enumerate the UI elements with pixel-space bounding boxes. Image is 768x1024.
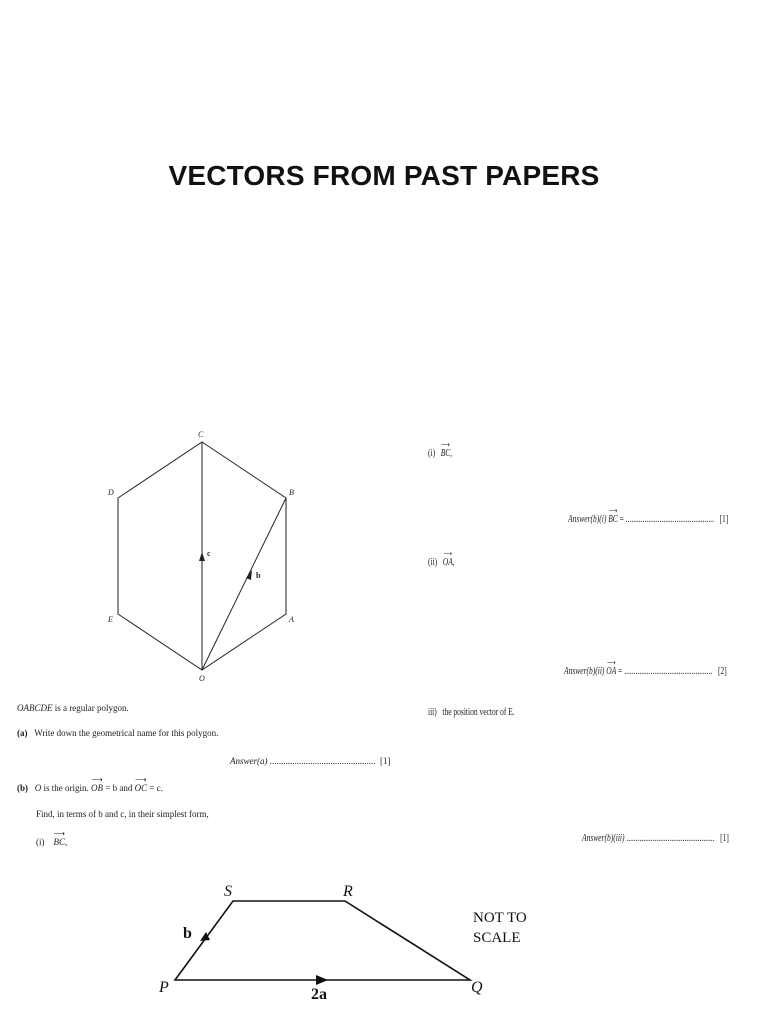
answer-bi-vector: ⟶ BC bbox=[608, 514, 618, 525]
answer-bii-line bbox=[564, 666, 727, 677]
right-i-vector: ⟶ BC bbox=[441, 448, 451, 459]
vertex-label-b: B bbox=[289, 488, 294, 497]
right-iii-text: the position vector of E. bbox=[442, 707, 515, 718]
answer-a-dots: ............................................... bbox=[269, 756, 376, 766]
answer-biii-marks: [1] bbox=[720, 833, 729, 844]
part-a-text: Write down the geometrical name for this polygon. bbox=[34, 728, 219, 738]
vertex-label-c: C bbox=[198, 430, 204, 439]
vector-ob bbox=[202, 498, 286, 670]
vector-label-c: c bbox=[207, 549, 211, 558]
trapezium-outline bbox=[175, 901, 470, 980]
right-i-comma: , bbox=[450, 448, 453, 459]
polygon-name: OABCDE bbox=[17, 703, 53, 713]
answer-bii-dots: ............................................... bbox=[624, 666, 713, 677]
vertex-label-a: A bbox=[289, 615, 294, 624]
right-i-number: (i) bbox=[428, 448, 436, 459]
vertex-label-d: D bbox=[108, 488, 114, 497]
vertex-label-o: O bbox=[199, 674, 205, 683]
intro-text: is a regular polygon. bbox=[52, 703, 129, 713]
part-bi-vector: ⟶ BC bbox=[54, 837, 66, 847]
answer-bi-eq: = bbox=[617, 514, 626, 525]
answer-bi-marks: [1] bbox=[719, 514, 729, 525]
vector-label-b-trap: b bbox=[183, 925, 192, 942]
answer-bi-dots: ............................................... bbox=[625, 514, 714, 525]
question-a bbox=[17, 728, 218, 738]
answer-biii-line bbox=[582, 833, 729, 844]
hexagon-svg bbox=[100, 428, 310, 688]
right-part-i bbox=[428, 448, 452, 459]
right-iii-number: iii) bbox=[428, 707, 437, 718]
right-ii-number: (ii) bbox=[428, 557, 438, 568]
part-bi-number: (i) bbox=[36, 837, 45, 847]
part-b-text-3: = b and bbox=[103, 783, 135, 793]
right-ii-comma: , bbox=[452, 557, 455, 568]
right-part-iii bbox=[428, 707, 515, 718]
right-part-ii bbox=[428, 557, 455, 568]
arrowhead-pq bbox=[316, 975, 328, 985]
vertex-label-p: P bbox=[159, 979, 169, 996]
not-to-scale-note bbox=[473, 908, 527, 948]
answer-bii-marks: [2] bbox=[718, 666, 727, 677]
note-line-2: SCALE bbox=[473, 930, 521, 946]
page-title: VECTORS FROM PAST PAPERS bbox=[168, 160, 600, 191]
vertex-label-e: E bbox=[108, 615, 113, 624]
part-b-origin: O bbox=[34, 783, 42, 793]
part-b-text-2: is the origin. bbox=[41, 783, 91, 793]
vector-ob-label: ⟶ OB bbox=[91, 783, 103, 793]
hexagon-diagram bbox=[100, 428, 310, 688]
answer-bii-eq: = bbox=[616, 666, 625, 677]
answer-biii-label: Answer(b)(iii) bbox=[582, 833, 625, 844]
answer-bii-vector: ⟶ OA bbox=[606, 666, 616, 677]
question-intro bbox=[17, 703, 129, 713]
right-ii-vector: ⟶ OA bbox=[443, 557, 453, 568]
part-b-text-4: = c. bbox=[147, 783, 163, 793]
vector-label-2a: 2a bbox=[311, 986, 327, 1003]
vector-label-b: b bbox=[256, 571, 261, 580]
arrowhead-c bbox=[199, 552, 205, 561]
part-a-number: (a) bbox=[17, 728, 28, 738]
answer-a-label: Answer(a) bbox=[230, 756, 268, 766]
answer-biii-dots: ............................................... bbox=[626, 833, 715, 844]
answer-a-marks: [1] bbox=[380, 756, 391, 766]
question-b-i bbox=[36, 837, 67, 847]
question-b-find: Find, in terms of b and c, in their simplest form, bbox=[36, 809, 209, 819]
vector-oc-label: ⟶ OC bbox=[135, 783, 148, 793]
part-b-number: (b) bbox=[17, 783, 28, 793]
answer-a-line bbox=[230, 756, 391, 766]
answer-bi-line bbox=[568, 514, 728, 525]
vertex-label-q: Q bbox=[471, 979, 483, 996]
answer-bi-label: Answer(b)(i) bbox=[568, 514, 609, 525]
trapezium-diagram bbox=[150, 880, 550, 1010]
vertex-label-s: S bbox=[224, 883, 232, 900]
note-line-1: NOT TO bbox=[473, 910, 527, 926]
vertex-label-r: R bbox=[343, 883, 353, 900]
question-b bbox=[17, 783, 163, 793]
answer-bii-label: Answer(b)(ii) bbox=[564, 666, 607, 677]
part-bi-comma: , bbox=[65, 837, 68, 847]
